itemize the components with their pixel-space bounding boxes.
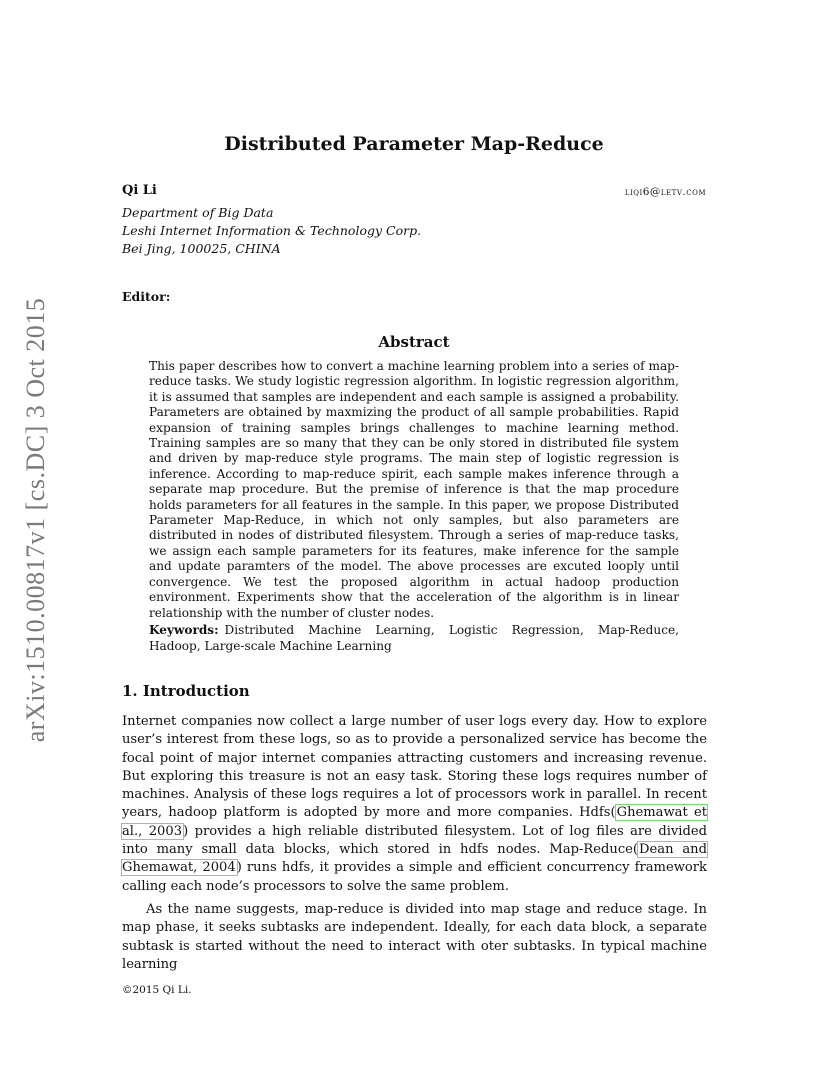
abstract-text: This paper describes how to convert a machine learning problem into a series of map-reduce tasks. We study logistic regression algorithm. In logistic regression algorithm, it is assumed that samples are independent and each sample is assigned a probability. Parameters are obtained by maxmizing the product of all sample probabilities. Rapid expansion of training samples brings challenges to machine learning method. Training samples are so many that they can be only stored in distributed file system and driven by map-reduce style programs. The main step of logistic regression is inference. According to map-reduce spirit, each sample makes inference through a separate map procedure. But the premise of inference is that the map procedure holds parameters for all features in the sample. In this paper, we propose Distributed Parameter Map-Reduce, in which not only samples, but also parameters are distributed in nodes of distributed filesystem. Through a series of map-reduce tasks, we assign each sample parameters for its features, make inference for the sample and update paramters of the model. The above processes are excuted looply until convergence. We test the proposed algorithm in actual hadoop production environment. Experiments show that the acceleration of the algorithm is in linear relationship with the number of cluster nodes.: [149, 359, 679, 620]
editor-label: Editor:: [122, 289, 171, 304]
section-heading-introduction: 1. Introduction: [122, 682, 250, 700]
intro-text: ) provides a high reliable distributed filesystem. Lot of log files are divided into many small data blocks, which stored in hdfs nodes. Map-Reduce(: [122, 823, 707, 858]
keywords-text: Distributed Machine Learning, Logistic Regression, Map-Reduce, Hadoop, Large-scale Machine Learning: [149, 623, 679, 653]
affiliation-line-3: Bei Jing, 100025, CHINA: [122, 241, 281, 256]
intro-paragraph-1: [122, 713, 707, 896]
intro-text: ) runs hdfs, it provides a simple and efficient concurrency framework calling each node’s processors to solve the same problem.: [122, 860, 707, 894]
keywords-label: Keywords:: [149, 623, 219, 637]
intro-paragraph-2: As the name suggests, map-reduce is divided into map stage and reduce stage. In map phase, it seeks subtasks are independent. Ideally, for each data block, a separate subtask is started without the need to interact with oter subtasks. In typical machine learning: [122, 901, 707, 972]
citation-link[interactable]: Ghemawat et al., 2003: [122, 805, 707, 839]
affiliation-line-2: Leshi Internet Information & Technology Corp.: [122, 223, 422, 238]
arxiv-banner: arXiv:1510.00817v1 [cs.DC] 3 Oct 2015: [21, 297, 50, 743]
copyright-footer: ©2015 Qi Li.: [122, 984, 192, 996]
abstract-heading: Abstract: [378, 333, 450, 351]
citation-link[interactable]: Dean and Ghemawat, 2004: [122, 842, 707, 876]
introduction-body: [122, 713, 707, 979]
keywords: [149, 622, 679, 654]
author-name: Qi Li: [122, 183, 157, 198]
paper-title: Distributed Parameter Map-Reduce: [224, 133, 604, 155]
affiliation-line-1: Department of Big Data: [122, 205, 274, 220]
author-email: liqi6@letv.com: [624, 186, 706, 198]
intro-text: Internet companies now collect a large number of user logs every day. How to explore user’s interest from these logs, so as to provide a personalized service has become the focal point of major internet companies attracting customers and increasing revenue. But exploring this treasure is not an easy task. Storing these logs requires number of machines. Analysis of these logs requires a lot of processors work in parallel. In recent years, hadoop platform is adopted by more and more companies. Hdfs(: [122, 714, 707, 821]
